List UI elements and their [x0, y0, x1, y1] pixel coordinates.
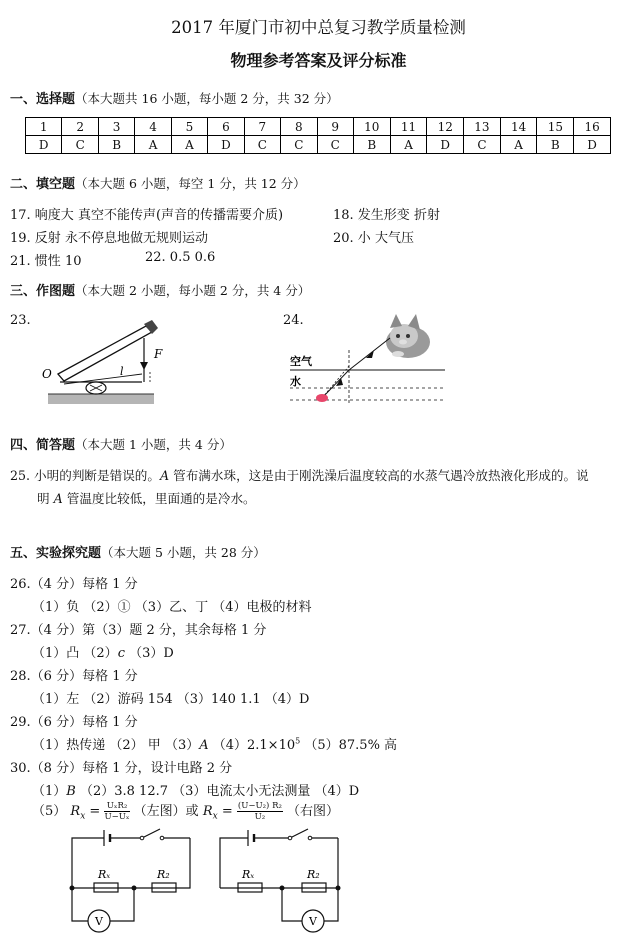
answer-q25-line2: 明 A 管温度比较低，里面通的是冷水。: [37, 491, 256, 506]
table-cell-number: 13: [464, 118, 501, 136]
table-cell-number: 8: [281, 118, 317, 136]
label-f: F: [154, 347, 163, 361]
section-4-desc: （本大题 1 小题，共 4 分）: [75, 437, 232, 452]
table-cell-answer: B: [537, 136, 574, 154]
table-cell-answer: C: [317, 136, 353, 154]
table-cell-answer: C: [62, 136, 98, 154]
q30-header: 30.（8 分）每格 1 分，设计电路 2 分: [10, 761, 233, 776]
table-cell-number: 16: [574, 118, 611, 136]
q30-answers: （1）B （2）3.8 12.7 （3）电流太小无法测量 （4）D: [32, 784, 360, 799]
table-cell-number: 1: [26, 118, 62, 136]
answer-table: [25, 117, 611, 154]
table-cell-number: 11: [390, 118, 427, 136]
label-water: 水: [290, 375, 301, 388]
table-cell-answer: B: [353, 136, 390, 154]
switch: [142, 829, 160, 838]
table-cell-answer: A: [390, 136, 427, 154]
label-v: V: [95, 915, 103, 928]
section-4-header: [10, 434, 232, 453]
section-3-heading: 三、作图题: [10, 284, 76, 299]
section-1-desc: （本大题共 16 小题，每小题 2 分，共 32 分）: [75, 91, 339, 106]
answer-q21: 21. 惯性 10: [10, 254, 82, 269]
answer-q17: 17. 响度大 真空不能传声(声音的传播需要介质): [10, 208, 284, 223]
refracted-ray-air: [349, 338, 390, 370]
formula-right: $\frac{\text{(U−U₂) R₂}}{\text{U₂}}$: [237, 801, 282, 822]
q26-header: 26.（4 分）每格 1 分: [10, 577, 138, 592]
figure-24-refraction: [280, 312, 450, 412]
table-cell-answer: B: [98, 136, 134, 154]
label-v: V: [309, 915, 317, 928]
label-q24: 24.: [283, 313, 304, 328]
section-5-heading: 五、实验探究题: [10, 546, 102, 561]
table-cell-answer: D: [427, 136, 464, 154]
table-cell-number: 5: [171, 118, 207, 136]
table-cell-number: 7: [244, 118, 280, 136]
table-cell-answer: C: [464, 136, 501, 154]
answer-q18: 18. 发生形变 折射: [333, 208, 440, 223]
circuit-diagram-right: [210, 826, 350, 938]
label-air: 空气: [290, 355, 312, 368]
table-cell-answer: C: [281, 136, 317, 154]
label-rx: Rₓ: [98, 868, 111, 881]
answer-q22: 22. 0.5 0.6: [145, 250, 216, 265]
fish-object-icon: [316, 394, 328, 402]
section-3-desc: （本大题 2 小题，每小题 2 分，共 4 分）: [75, 283, 311, 298]
q27-answers: （1）凸 （2）c （3）D: [32, 646, 174, 661]
q27-header: 27.（4 分）第（3）题 2 分，其余每格 1 分: [10, 623, 267, 638]
table-cell-number: 12: [427, 118, 464, 136]
formula-left: $\frac{\text{UₓR₂}}{\text{U−Uₓ}}$: [104, 801, 130, 822]
table-cell-answer: D: [574, 136, 611, 154]
table-cell-answer: A: [500, 136, 537, 154]
table-cell-answer: A: [135, 136, 171, 154]
q30-formulas: （5） $R_x$ = $\frac{\text{UₓR₂}}{\text{U−Uₓ}}$ （左图）或 $R_x$ = $\frac{\text{(U−U₂) R₂}}{\text{U₂}}$ （右图）: [32, 801, 340, 822]
kitten-icon: [386, 314, 430, 358]
switch: [290, 829, 308, 838]
section-2-heading: 二、填空题: [10, 177, 76, 192]
section-5-header: [10, 542, 266, 561]
q29-answers: （1）热传递 （2） 甲 （3）A $(4)2.1\times 10^5$ （5）87.5% 高: [32, 736, 398, 753]
section-5-desc: （本大题 5 小题，共 28 分）: [101, 545, 266, 560]
table-cell-number: 3: [98, 118, 134, 136]
answer-q19: 19. 反射 永不停息地做无规则运动: [10, 231, 208, 246]
table-cell-answer: D: [26, 136, 62, 154]
ground-surface: [48, 394, 154, 404]
table-cell-answer: C: [244, 136, 280, 154]
label-q23: 23.: [10, 313, 31, 328]
table-cell-answer: D: [208, 136, 244, 154]
table-cell-number: 10: [353, 118, 390, 136]
label-r2: R₂: [307, 868, 320, 881]
table-row-numbers: [26, 118, 611, 136]
table-cell-number: 9: [317, 118, 353, 136]
table-row-answers: [26, 136, 611, 154]
lever-arm-upper: [58, 326, 152, 381]
section-1-heading: 一、选择题: [10, 92, 76, 107]
table-cell-number: 14: [500, 118, 537, 136]
q26-answers: （1）负 （2）① （3）乙、丁 （4）电极的材料: [32, 600, 312, 615]
circuit-diagram-left: [62, 826, 202, 938]
label-r2: R₂: [157, 868, 170, 881]
section-2-desc: （本大题 6 小题，每空 1 分，共 12 分）: [75, 176, 306, 191]
page-title: 2017 年厦门市初中总复习教学质量检测: [171, 18, 466, 37]
table-cell-number: 15: [537, 118, 574, 136]
answer-q20: 20. 小 大气压: [333, 231, 414, 246]
q29-header: 29.（6 分）每格 1 分: [10, 715, 138, 730]
label-rx: Rₓ: [242, 868, 255, 881]
table-cell-number: 4: [135, 118, 171, 136]
table-cell-number: 6: [208, 118, 244, 136]
table-cell-number: 2: [62, 118, 98, 136]
label-l: l: [120, 365, 124, 378]
section-1-header: [10, 88, 339, 107]
q28-answers: （1）左 （2）游码 154 （3）140 1.1 （4）D: [32, 692, 310, 707]
page-subtitle: 物理参考答案及评分标准: [230, 51, 407, 70]
section-3-header: [10, 280, 310, 299]
section-2-header: [10, 173, 306, 192]
answer-q25-line1: 25. 小明的判断是错误的。A 管布满水珠，这是由于刚洗澡后温度较高的水蒸气遇冷放热液化形成的。说: [10, 468, 589, 483]
table-cell-answer: A: [171, 136, 207, 154]
figure-23-lever: [38, 318, 168, 410]
section-4-heading: 四、简答题: [10, 438, 76, 453]
q28-header: 28.（6 分）每格 1 分: [10, 669, 138, 684]
label-o: O: [42, 367, 52, 381]
